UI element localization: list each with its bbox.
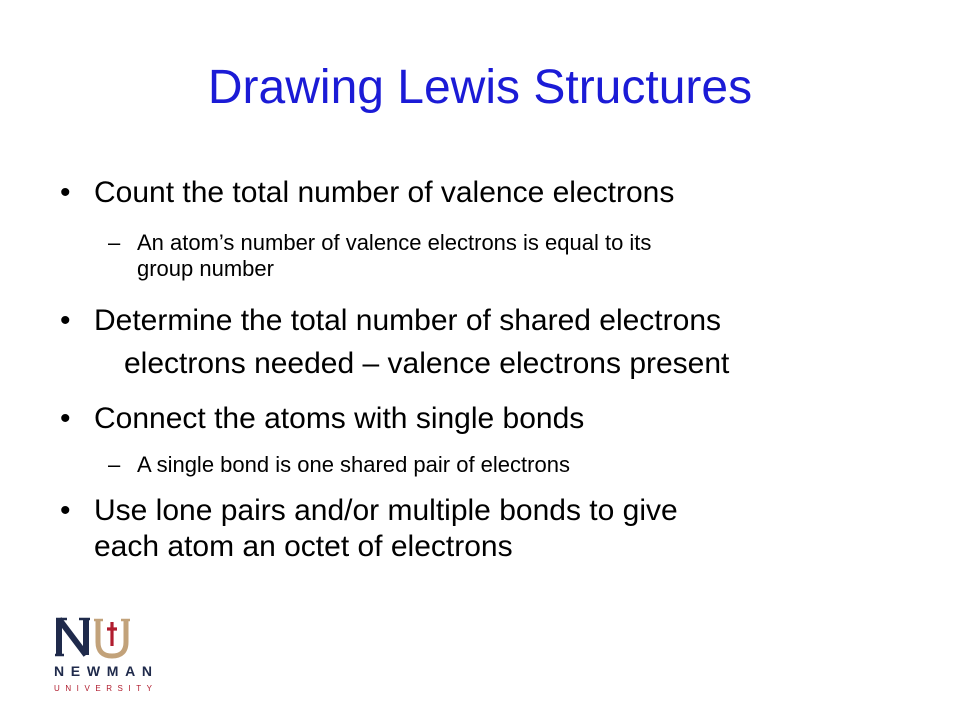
- bullet-marker: •: [60, 402, 71, 435]
- cross-icon: [107, 622, 117, 646]
- bullet-text: each atom an octet of electrons: [94, 530, 513, 563]
- bullet-marker: •: [60, 176, 71, 209]
- sub-bullet-text: An atom’s number of valence electrons is equal to its: [137, 230, 652, 255]
- bullet-text: Determine the total number of shared electrons: [94, 304, 721, 337]
- sub-bullet-marker: –: [108, 230, 121, 255]
- nu-monogram: [55, 619, 130, 656]
- formula-line: electrons needed – valence electrons present: [124, 347, 730, 380]
- logo-line1: NEWMAN: [54, 663, 152, 679]
- bullet-text: Connect the atoms with single bonds: [94, 402, 585, 435]
- sub-bullet-marker: –: [108, 452, 121, 477]
- bullet-text: Use lone pairs and/or multiple bonds to give: [94, 494, 678, 527]
- bullet-text: Count the total number of valence electrons: [94, 176, 675, 209]
- sub-bullet-text: group number: [137, 256, 274, 281]
- bullet-marker: •: [60, 304, 71, 337]
- sub-bullet-text: A single bond is one shared pair of electrons: [137, 452, 570, 477]
- bullet-marker: •: [60, 494, 71, 527]
- logo-line2: UNIVERSITY: [54, 684, 152, 693]
- slide-title: Drawing Lewis Structures: [207, 61, 753, 114]
- newman-university-logo: [52, 608, 172, 698]
